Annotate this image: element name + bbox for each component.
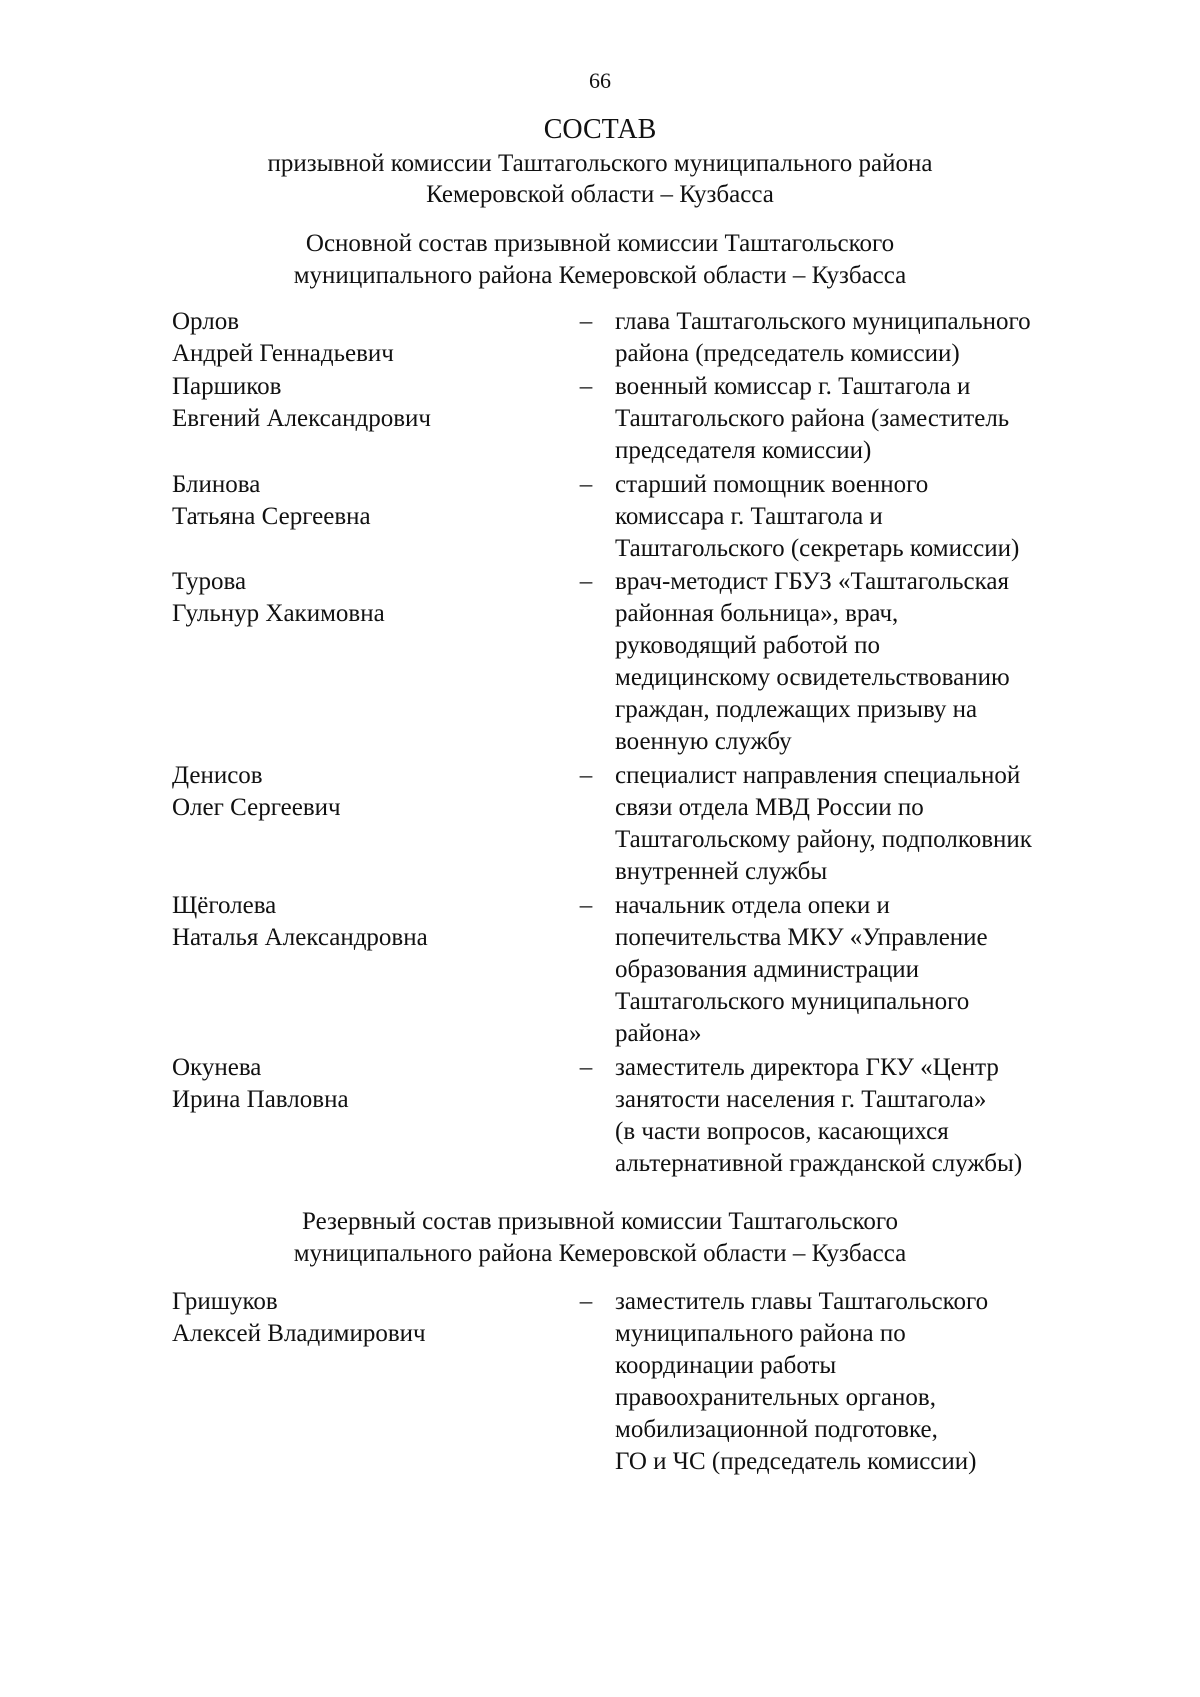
member-name: Щёголева Наталья Александровна [172,892,428,951]
member-name: Денисов Олег Сергеевич [172,762,341,821]
member-name: Турова Гульнур Хакимовна [172,568,385,627]
member-dash: – [579,1054,593,1081]
subtitle-line: Кемеровской области – Кузбасса [426,181,774,208]
document-subtitle [0,148,1200,210]
member-role: начальник отдела опеки и попечительства МКУ «Управление образования администрации Таштагольского муниципального района» [615,892,988,1047]
member-role: старший помощник военного комиссара г. Таштагола и Таштагольского (секретарь комиссии) [615,471,1020,562]
heading-line: муниципального района Кемеровской области – Кузбасса [293,1240,907,1267]
document-title: СОСТАВ [543,114,657,145]
member-dash: – [579,762,593,789]
member-name: Гришуков Алексей Владимирович [172,1288,426,1347]
member-role: заместитель директора ГКУ «Центр занятости населения г. Таштагола» (в части вопросов, касающихся альтернативной гражданской службы) [615,1054,1023,1177]
member-role: военный комиссар г. Таштагола и Таштагольского района (заместитель председателя комиссии) [615,373,1010,464]
member-name: Блинова Татьяна Сергеевна [172,471,371,530]
member-dash: – [579,471,593,498]
member-dash: – [579,1288,593,1315]
member-dash: – [579,373,593,400]
member-name: Окунева Ирина Павловна [172,1054,349,1113]
member-role: глава Таштагольского муниципального района (председатель комиссии) [615,308,1031,367]
heading-line: муниципального района Кемеровской области – Кузбасса [293,262,907,289]
heading-line: Основной состав призывной комиссии Таштагольского [305,230,895,257]
member-role: заместитель главы Таштагольского муниципального района по координации работы правоохранительных органов, мобилизационной подготовке, ГО и ЧС (председатель комиссии) [615,1288,989,1475]
main-section-heading [0,228,1200,292]
member-dash: – [579,308,593,335]
member-dash: – [579,568,593,595]
subtitle-line: призывной комиссии Таштагольского муниципального района [267,150,933,177]
member-dash: – [579,892,593,919]
member-name: Паршиков Евгений Александрович [172,373,431,432]
member-role: врач-методист ГБУЗ «Таштагольская районная больница», врач, руководящий работой по медицинскому освидетельствованию граждан, подлежащих призыву на военную службу [615,568,1010,755]
heading-line: Резервный состав призывной комиссии Таштагольского [302,1208,898,1235]
member-role: специалист направления специальной связи отдела МВД России по Таштагольскому району, подполковник внутренней службы [615,762,1032,885]
page-number: 66 [589,68,611,93]
member-name: Орлов Андрей Геннадьевич [172,308,394,367]
reserve-section-heading [0,1206,1200,1270]
